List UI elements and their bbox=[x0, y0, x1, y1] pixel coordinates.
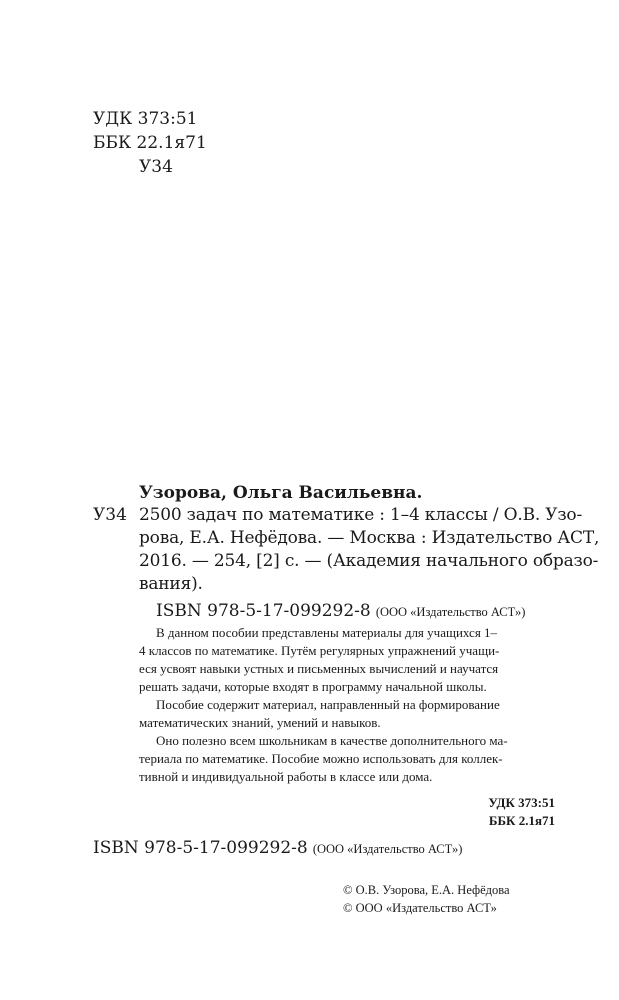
copyright-line: © ООО «Издательство АСТ» bbox=[343, 901, 497, 915]
annotation-line: 4 классов по математике. Путём регулярных упражнений учащи- bbox=[139, 643, 500, 658]
card-desc-line: вания). bbox=[139, 574, 203, 594]
card-isbn-publisher: (ООО «Издательство АСТ») bbox=[375, 605, 526, 619]
card-udk: УДК 373:51 bbox=[488, 795, 555, 810]
card-desc-line: 2500 задач по математике : 1–4 классы / О.В. Узо- bbox=[139, 505, 583, 525]
annotation-line: решать задачи, которые входят в программу начальной школы. bbox=[139, 679, 487, 694]
footer-isbn bbox=[93, 838, 462, 858]
annotation-line: Пособие содержит материал, направленный на формирование bbox=[156, 697, 500, 712]
annotation-line: тивной и индивидуальной работы в классе или дома. bbox=[139, 769, 433, 784]
footer-isbn-publisher: (ООО «Издательство АСТ») bbox=[312, 842, 463, 856]
card-desc-line: рова, Е.А. Нефёдова. — Москва : Издательство АСТ, bbox=[139, 528, 600, 548]
card-author: Узорова, Ольга Васильевна. bbox=[139, 483, 423, 503]
annotation-line: В данном пособии представлены материалы для учащихся 1– bbox=[156, 625, 498, 640]
footer-isbn-number: ISBN 978-5-17-099292-8 bbox=[93, 838, 308, 858]
header-bbk: ББК 22.1я71 bbox=[93, 133, 207, 153]
card-bbk: ББК 2.1я71 bbox=[488, 813, 555, 828]
annotation-line: еся усвоят навыки устных и письменных вычислений и научатся bbox=[139, 661, 499, 676]
card-isbn bbox=[156, 601, 525, 621]
annotation-line: териала по математике. Пособие можно использовать для коллек- bbox=[139, 751, 503, 766]
card-code: У34 bbox=[93, 505, 127, 525]
header-code: У34 bbox=[139, 157, 173, 177]
card-desc-line: 2016. — 254, [2] с. — (Академия начального образо- bbox=[139, 551, 599, 571]
annotation-line: математических знаний, умений и навыков. bbox=[139, 715, 381, 730]
annotation-line: Оно полезно всем школьникам в качестве дополнительного ма- bbox=[156, 733, 508, 748]
header-udk: УДК 373:51 bbox=[93, 109, 198, 129]
copyright-line: © О.В. Узорова, Е.А. Нефёдова bbox=[343, 883, 510, 897]
card-isbn-number: ISBN 978-5-17-099292-8 bbox=[156, 601, 371, 621]
